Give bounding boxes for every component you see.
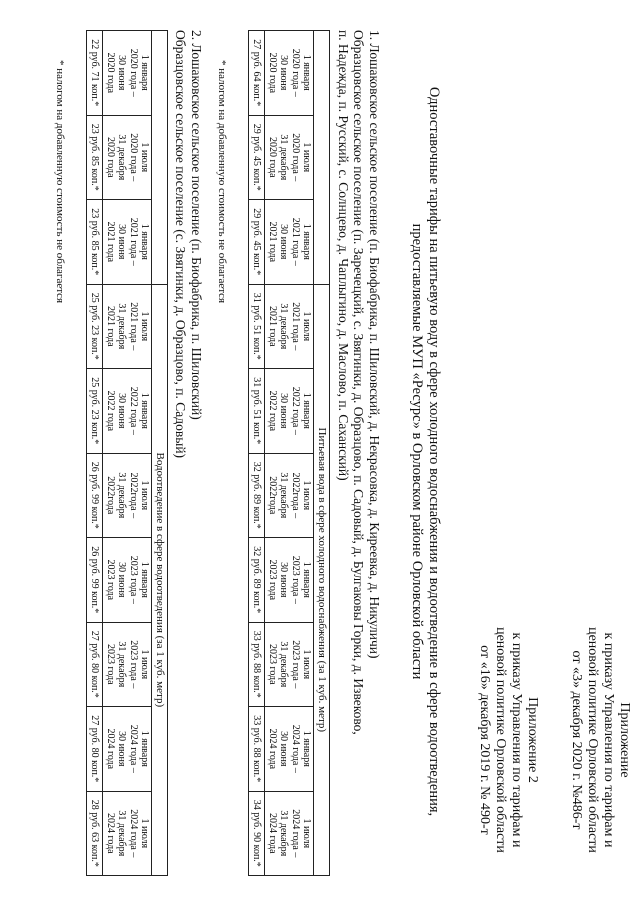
table1-period-text: 30 июня: [278, 55, 290, 91]
table1-period-text: 1 января: [301, 392, 313, 429]
table2-caption-spacer-left: [152, 31, 168, 285]
table2-period-text: 2022 года: [104, 390, 116, 432]
table2-period-text: 1 января: [139, 730, 151, 767]
table2-tariff-value: 26 руб. 99 коп.*: [86, 538, 103, 623]
table2-period-cell: [103, 538, 152, 623]
table1-period-text: 1 июля: [301, 311, 313, 342]
table2-period-text: 1 июля: [139, 311, 151, 342]
table1-period-text: 1 января: [301, 561, 313, 598]
table1-tariff-value: 32 руб. 89 коп.*: [248, 538, 265, 623]
section1-heading-line1: 1. Лошаковское сельское поселение (п. Биофабрика, п. Шиловский, д. Некрасовка, д. Киреевка, д. Никуличи): [367, 30, 382, 659]
table2-period-cell: [103, 31, 152, 116]
section2-tariff-table: [86, 30, 168, 876]
table2-tariff-value: 23 руб. 85 коп.*: [86, 200, 103, 285]
appendix2-line2: ценовой политике Орловской области: [492, 627, 508, 853]
table1-period-text: 2023 года: [266, 559, 278, 601]
table2-period-text: 2021 года: [104, 221, 116, 263]
table2-period-text: 1 января: [139, 392, 151, 429]
table1-period-text: 2020 года: [266, 136, 278, 178]
table1-period-text: 2021 года –: [289, 302, 301, 351]
table1-period-cell: [265, 622, 314, 707]
table2-period-cell: [103, 791, 152, 876]
section1-heading-line3: п. Надежда, п. Русский, с. Солнцево, д. Чаплыгино, д. Маслово, п. Саханский): [335, 30, 351, 481]
table2-period-text: 31 декабря: [116, 303, 128, 350]
table1-period-cell: [265, 707, 314, 792]
table2-value-row: [86, 31, 103, 876]
table2-period-text: 1 января: [139, 54, 151, 91]
table2-period-text: 2020 года: [104, 52, 116, 94]
table1-period-text: 2023 года –: [289, 555, 301, 604]
table2-period-text: 2021 года: [104, 305, 116, 347]
section1-heading-line2: Образцовское сельское поселение (п. Заречецкий, с. Звягинки, д. Образцово, п. Садовый, д. Булгаковы Горки, д. Извеково,: [351, 30, 367, 735]
table1-period-text: 30 июня: [278, 731, 290, 767]
table1-tariff-value: 33 руб. 88 коп.*: [248, 707, 265, 792]
table2-period-text: 2021 года –: [127, 217, 139, 266]
table2-period-text: 2022года –: [127, 472, 139, 519]
table1-period-text: 31 декабря: [278, 472, 290, 519]
table1-period-text: 1 января: [301, 730, 313, 767]
section2-heading-line1: 2. Лошаковское сельское поселение (п. Биофабрика, п. Шиловский): [189, 30, 204, 420]
table1-period-text: 2022года: [266, 476, 278, 515]
table1-period-text: 30 июня: [278, 224, 290, 260]
table2-tariff-value: 25 руб. 23 коп.*: [86, 369, 103, 454]
section1-footnote: * налогом на добавленную стоимость не облагается: [216, 60, 228, 304]
table2-period-text: 2024 года: [104, 813, 116, 854]
appendix1-line1: к приказу Управления по тарифам и: [600, 632, 616, 848]
appendix2-line3: от «16» декабря 2019 г. № 490-т: [476, 645, 492, 835]
table2-period-text: 31 декабря: [116, 810, 128, 857]
table1-period-cell: [265, 31, 314, 116]
table2-caption: Водоотведение в сфере водоотведения (за 1 куб. метр): [152, 284, 168, 876]
table1-tariff-value: 29 руб. 45 коп.*: [248, 115, 265, 200]
table1-period-text: 31 декабря: [278, 810, 290, 857]
table2-period-text: 1 июля: [139, 480, 151, 511]
appendix2-line1: к приказу Управления по тарифам и: [508, 632, 524, 848]
table1-period-text: 31 декабря: [278, 303, 290, 350]
table2-tariff-value: 26 руб. 99 коп.*: [86, 453, 103, 538]
table1-caption-spacer-left: [314, 31, 330, 285]
table2-tariff-value: 22 руб. 71 коп.*: [86, 31, 103, 116]
table1-period-text: 1 января: [301, 54, 313, 91]
table2-period-cell: [103, 200, 152, 285]
table2-period-text: 31 декабря: [116, 641, 128, 688]
table2-period-text: 2024 года: [104, 728, 116, 770]
table1-period-text: 1 июля: [301, 480, 313, 511]
table1-period-text: 2023 года –: [289, 640, 301, 689]
table2-period-text: 2022года: [104, 476, 116, 515]
table1-period-text: 2021 года: [266, 221, 278, 263]
table1-tariff-value: 27 руб. 64 коп.*: [248, 31, 265, 116]
table1-period-text: 31 декабря: [278, 641, 290, 688]
table1-period-text: 2024 года: [266, 812, 278, 854]
table2-period-text: 2021 года –: [127, 302, 139, 351]
table1-period-text: 30 июня: [278, 562, 290, 598]
table1-tariff-value: 32 руб. 89 коп.*: [248, 453, 265, 538]
table1-period-cell: [265, 115, 314, 200]
table2-tariff-value: 27 руб. 80 коп.*: [86, 707, 103, 792]
table2-period-cell: [103, 707, 152, 792]
table1-tariff-value: 34 руб. 90 коп.*: [248, 791, 265, 876]
table1-period-text: 2021 года –: [289, 217, 301, 266]
table1-period-text: 31 декабря: [278, 134, 290, 181]
appendix1-block: [568, 600, 632, 880]
table1-caption: Питьевая вода в сфере холодного водоснабжения (за 1 куб. метр): [314, 284, 330, 876]
appendix1-title: Приложение: [617, 702, 632, 778]
table2-tariff-value: 25 руб. 23 коп.*: [86, 284, 103, 369]
table2-period-text: 30 июня: [116, 731, 128, 767]
table1-period-text: 2020 года –: [289, 48, 301, 97]
table2-period-text: 1 января: [139, 223, 151, 260]
table2-period-text: 2023 года –: [127, 640, 139, 689]
table2-period-text: 2023 года: [104, 559, 116, 601]
table1-period-text: 2022 года –: [289, 386, 301, 435]
table2-period-text: 31 декабря: [116, 472, 128, 519]
appendix1-line2: ценовой политике Орловской области: [584, 627, 600, 853]
table1-period-text: 2022 года: [266, 390, 278, 432]
table1-period-text: 2023 года: [266, 643, 278, 685]
table1-period-text: 1 июля: [301, 649, 313, 680]
table2-period-cell: [103, 453, 152, 538]
table2-period-cell: [103, 115, 152, 200]
table1-period-cell: [265, 453, 314, 538]
document-title-line2: предоставляемые МУП «Ресурс» в Орловском районе Орловской области: [409, 223, 426, 680]
table2-period-row: [103, 31, 152, 876]
appendix1-line3: от «3» декабря 2020 г. №486-т: [568, 650, 584, 830]
table2-period-text: 31 декабря: [116, 134, 128, 181]
appendix2-title: Приложение 2: [525, 697, 540, 783]
section1-tariff-table: [248, 30, 330, 876]
table1-period-cell: [265, 538, 314, 623]
table2-period-text: 1 июля: [139, 142, 151, 173]
table1-value-row: [248, 31, 265, 876]
table2-period-text: 30 июня: [116, 224, 128, 260]
table2-period-cell: [103, 622, 152, 707]
table2-tariff-value: 27 руб. 80 коп.*: [86, 622, 103, 707]
table1-period-text: 2020 года: [266, 52, 278, 94]
table1-period-cell: [265, 284, 314, 369]
table2-period-text: 2023 года: [104, 643, 116, 685]
table2-period-text: 1 июля: [139, 818, 151, 849]
document-title-line1: Одноставочные тарифы на питьевую воду в сфере холодного водоснабжения и водоотведение в сфере водоотведения,: [426, 86, 442, 817]
appendix2-block: [476, 600, 540, 880]
section1-heading: [335, 30, 382, 735]
table1-tariff-value: 31 руб. 51 коп.*: [248, 284, 265, 369]
table2-period-text: 2020 года: [104, 136, 116, 178]
table2-period-text: 2024 года –: [127, 809, 139, 858]
table1-period-text: 2022года –: [289, 472, 301, 519]
table2-period-text: 2020 года –: [127, 133, 139, 182]
table1-period-text: 1 июля: [301, 818, 313, 849]
table1-period-text: 1 января: [301, 223, 313, 260]
table1-tariff-value: 33 руб. 88 коп.*: [248, 622, 265, 707]
table2-period-text: 1 января: [139, 561, 151, 598]
table2-tariff-value: 23 руб. 85 коп.*: [86, 115, 103, 200]
table2-period-text: 30 июня: [116, 393, 128, 429]
table1-period-text: 2024 года –: [289, 809, 301, 858]
table2-period-text: 1 июля: [139, 649, 151, 680]
table1-period-cell: [265, 200, 314, 285]
table1-period-row: [265, 31, 314, 876]
table1-tariff-value: 29 руб. 45 коп.*: [248, 200, 265, 285]
table2-period-text: 2020 года –: [127, 48, 139, 97]
table2-period-text: 2023 года –: [127, 555, 139, 604]
section2-heading: [173, 30, 204, 458]
table1-period-cell: [265, 369, 314, 454]
table1-period-text: 2024 года –: [289, 724, 301, 773]
table1-period-text: 2024 года: [266, 728, 278, 770]
table1-period-text: 2021 года: [266, 305, 278, 347]
table2-period-cell: [103, 369, 152, 454]
table2-period-text: 30 июня: [116, 562, 128, 598]
section2-footnote: * налогом на добавленную стоимость не облагается: [54, 60, 66, 304]
table1-period-cell: [265, 791, 314, 876]
table2-period-text: 2024 года –: [127, 724, 139, 773]
table1-period-text: 1 июля: [301, 142, 313, 173]
table2-period-cell: [103, 284, 152, 369]
table2-tariff-value: 28 руб. 63 коп.*: [86, 791, 103, 876]
table2-period-text: 2022 года –: [127, 386, 139, 435]
table1-tariff-value: 31 руб. 51 коп.*: [248, 369, 265, 454]
table1-period-text: 30 июня: [278, 393, 290, 429]
document-title: [409, 20, 442, 883]
section2-heading-line2: Образцовское сельское поселение (с. Звягинки, д. Образцово, п. Садовый): [173, 30, 189, 459]
table1-period-text: 2020 года –: [289, 133, 301, 182]
table2-period-text: 30 июня: [116, 55, 128, 91]
